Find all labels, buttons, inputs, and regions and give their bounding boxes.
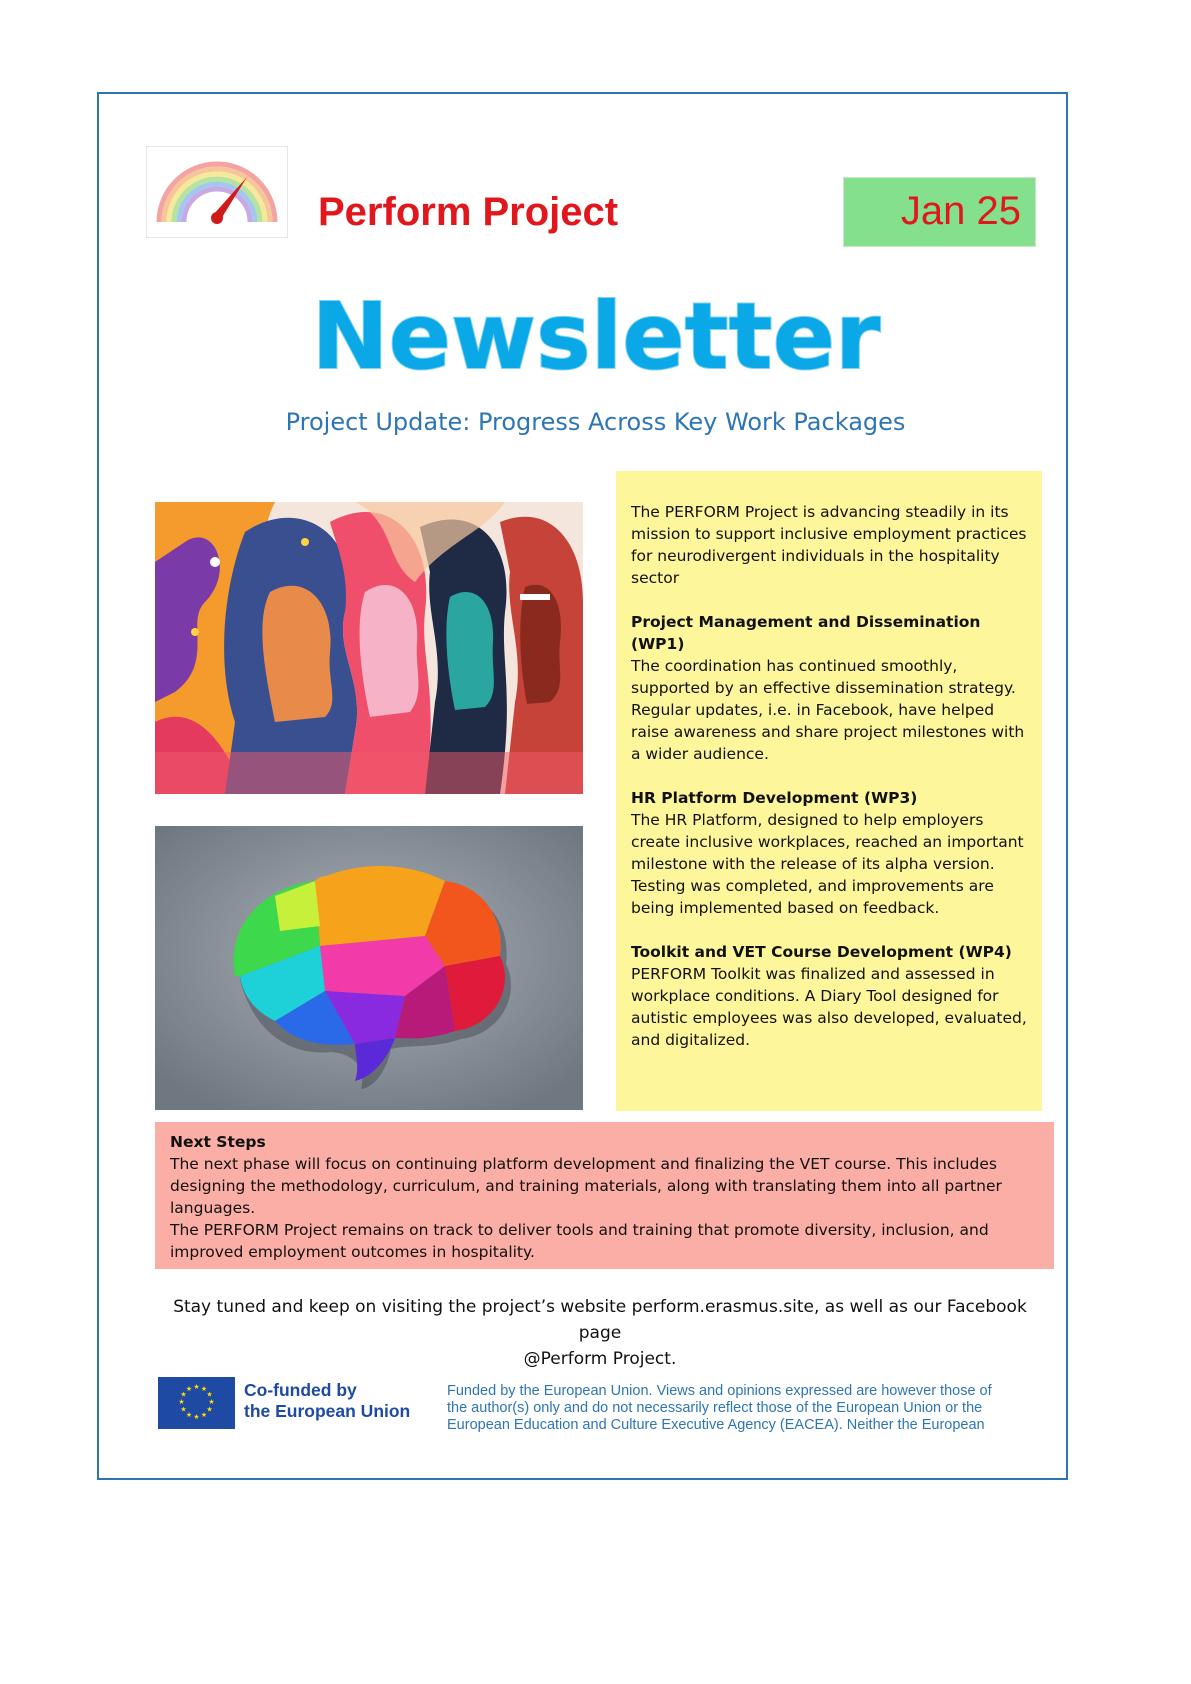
svg-text:★: ★ [180, 1405, 187, 1414]
section-body: The coordination has continued smoothly, supported by an effective dissemination strategy. Regular updates, i.e. in Facebook, have helped raise awareness and share project milestones with a wider audience. [631, 657, 1025, 763]
svg-text:★: ★ [193, 1413, 200, 1421]
next-steps-title: Next Steps [170, 1133, 266, 1151]
closing-line: @Perform Project. [523, 1349, 677, 1369]
closing-line: Stay tuned and keep on visiting the project’s website perform.erasmus.site, as well as our Facebook page [173, 1297, 1027, 1343]
next-steps-paragraph: The next phase will focus on continuing platform development and finalizing the VET course. This includes designing the methodology, curriculum, and training materials, along with translating them into all partner languages. [170, 1155, 1002, 1217]
diverse-profiles-illustration [155, 502, 583, 794]
section-title: Toolkit and VET Course Development (WP4) [631, 943, 1012, 961]
disclaimer-line: the author(s) only and do not necessarily reflect those of the European Union or the [447, 1400, 983, 1416]
disclaimer-line: European Education and Culture Executive Agency (EACEA). Neither the European [447, 1417, 985, 1433]
masthead [0, 276, 1191, 386]
svg-text:★: ★ [200, 1385, 208, 1393]
cofunded-line: the European Union [244, 1401, 411, 1421]
brand-title: Perform Project [318, 190, 619, 234]
svg-text:★: ★ [200, 1411, 208, 1419]
svg-text:★: ★ [180, 1390, 187, 1399]
rainbow-gauge-icon [146, 146, 288, 238]
svg-text:★: ★ [185, 1385, 193, 1393]
section-body: The HR Platform, designed to help employers create inclusive workplaces, reached an important milestone with the release of its alpha version. Testing was completed, and improvements are being implemented based on feedback. [631, 811, 1024, 917]
next-steps-panel [155, 1122, 1054, 1269]
section-wp3 [631, 787, 1030, 919]
svg-text:★: ★ [208, 1398, 215, 1406]
svg-text:★: ★ [206, 1405, 213, 1414]
svg-text:★: ★ [185, 1411, 193, 1419]
cofunded-line: Co-funded by [244, 1380, 357, 1400]
masthead-title: Newsletter [311, 283, 881, 386]
intro-paragraph: The PERFORM Project is advancing steadily in its mission to support inclusive employment practices for neurodivergent individuals in the hospitality sector [631, 503, 1027, 587]
puzzle-brain-photo [155, 826, 583, 1110]
page-subtitle: Project Update: Progress Across Key Work Packages [285, 408, 906, 436]
svg-text:★: ★ [178, 1398, 185, 1406]
section-wp4 [631, 941, 1030, 1051]
date-badge [843, 177, 1036, 247]
svg-text:★: ★ [206, 1390, 213, 1399]
closing-note [150, 1294, 1050, 1372]
eu-cofunded-label [244, 1380, 410, 1422]
disclaimer-line: Funded by the European Union. Views and opinions expressed are however those of [447, 1383, 992, 1399]
section-wp1 [631, 611, 1030, 765]
eu-flag-icon [158, 1377, 235, 1429]
next-steps-paragraph: The PERFORM Project remains on track to deliver tools and training that promote diversity, inclusion, and improved employment outcomes in hospitality. [170, 1221, 989, 1261]
eu-disclaimer [447, 1383, 1047, 1434]
section-title: HR Platform Development (WP3) [631, 789, 918, 807]
work-packages-panel [616, 471, 1042, 1111]
issue-date: Jan 25 [900, 189, 1021, 233]
svg-text:★: ★ [193, 1383, 200, 1391]
section-body: PERFORM Toolkit was finalized and assessed in workplace conditions. A Diary Tool designed for autistic employees was also developed, evaluated, and digitalized. [631, 965, 1027, 1049]
section-title: Project Management and Dissemination (WP1) [631, 613, 981, 653]
